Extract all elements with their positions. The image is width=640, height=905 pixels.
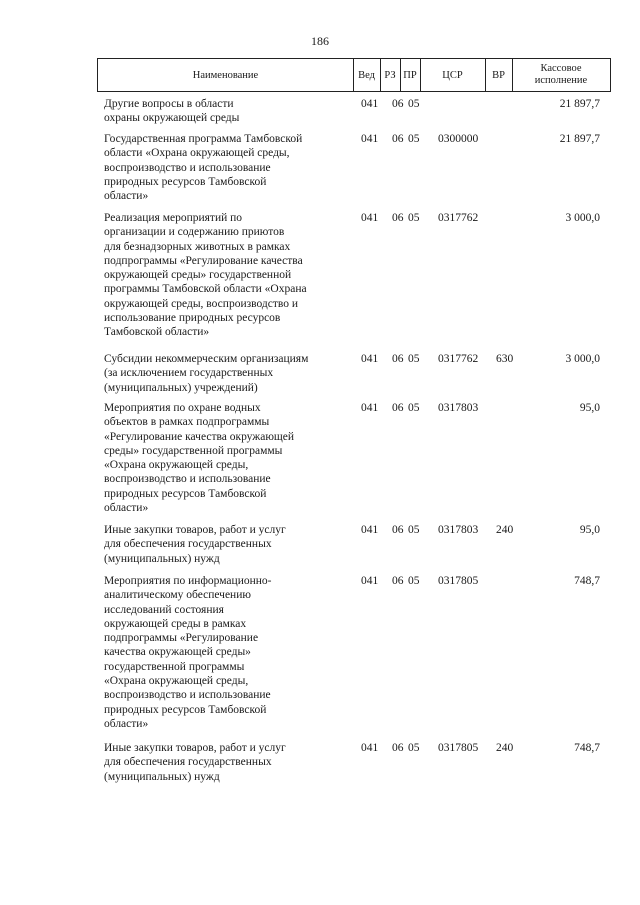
row-rz: 06 — [392, 98, 404, 110]
row-name-line: Мероприятия по информационно- — [104, 575, 272, 587]
row-name-line: охраны окружающей среды — [104, 112, 240, 125]
row-name-line: программы Тамбовской области «Охрана — [104, 283, 307, 296]
row-sum: 21 897,7 — [559, 98, 600, 110]
row-rz: 06 — [392, 524, 404, 536]
row-pr: 05 — [408, 524, 420, 536]
row-rz: 06 — [392, 742, 404, 754]
row-rz: 06 — [392, 353, 404, 365]
row-name-line: Другие вопросы в области — [104, 98, 234, 110]
row-name-line: области «Охрана окружающей среды, — [104, 147, 290, 160]
header-ved: Вед — [358, 69, 375, 81]
row-name-line: для обеспечения государственных — [104, 756, 272, 769]
row-name-line: области» — [104, 502, 149, 515]
row-name-line: природных ресурсов Тамбовской — [104, 175, 267, 188]
row-name-line: Тамбовской области» — [104, 326, 210, 339]
header-cash-execution — [512, 59, 610, 91]
row-name-line: окружающей среды, воспроизводство и — [104, 297, 299, 310]
row-name-line: Реализация мероприятий по — [104, 212, 243, 224]
row-name — [104, 352, 354, 395]
row-name-line: государственной программы — [104, 660, 245, 673]
row-name-line: подпрограммы «Регулирование качества — [104, 254, 303, 267]
row-name-line: объектов в рамках подпрограммы — [104, 416, 270, 429]
row-pr: 05 — [408, 212, 420, 224]
row-name-line: окружающей среды» государственной — [104, 269, 292, 282]
header-csr: ЦСР — [442, 69, 463, 81]
row-sum: 95,0 — [579, 402, 600, 414]
row-csr: 0317805 — [438, 742, 479, 754]
row-name-line: среды» государственной программы — [104, 444, 283, 457]
row-name-line: воспроизводство и использование — [104, 689, 271, 702]
row-name-line: Мероприятия по охране водных — [104, 402, 261, 414]
row-name-line: Государственная программа Тамбовской — [104, 133, 303, 145]
row-name-line: Субсидии некоммерческим организациям — [104, 353, 309, 365]
row-sum: 748,7 — [574, 742, 600, 754]
row-name-line: организации и содержанию приютов — [104, 226, 285, 239]
row-rz: 06 — [392, 212, 404, 224]
row-name-line: «Охрана окружающей среды, — [104, 675, 249, 688]
row-name — [104, 741, 354, 784]
row-pr: 05 — [408, 353, 420, 365]
header-pr: ПР — [403, 69, 417, 81]
row-vr: 240 — [496, 524, 514, 536]
row-rz: 06 — [392, 402, 404, 414]
row-csr: 0317762 — [438, 212, 479, 224]
row-sum: 21 897,7 — [559, 133, 600, 145]
row-rz: 06 — [392, 575, 404, 587]
row-pr: 05 — [408, 133, 420, 145]
row-sum: 3 000,0 — [565, 353, 600, 365]
table-header — [97, 58, 611, 92]
row-ved: 041 — [361, 98, 379, 110]
row-pr: 05 — [408, 742, 420, 754]
row-name-line: области» — [104, 190, 149, 203]
row-name-line: подпрограммы «Регулирование — [104, 632, 259, 645]
row-name-line: аналитическому обеспечению — [104, 589, 251, 602]
row-name-line: Иные закупки товаров, работ и услуг — [104, 524, 286, 536]
row-csr: 0317762 — [438, 353, 479, 365]
row-csr: 0317805 — [438, 575, 479, 587]
row-name-line: природных ресурсов Тамбовской — [104, 703, 267, 716]
header-cash-line2: исполнение — [534, 75, 588, 86]
header-name: Наименование — [192, 69, 259, 81]
row-csr: 0300000 — [438, 133, 479, 145]
row-pr: 05 — [408, 575, 420, 587]
row-name-line: (муниципальных) нужд — [104, 552, 220, 565]
row-name-line: (за исключением государственных — [104, 367, 274, 380]
page-number: 186 — [311, 34, 329, 48]
row-ved: 041 — [361, 742, 379, 754]
header-vr: ВР — [492, 69, 505, 81]
row-ved: 041 — [361, 212, 379, 224]
row-name — [104, 401, 354, 515]
row-rz: 06 — [392, 133, 404, 145]
row-name-line: воспроизводство и использование — [104, 473, 271, 486]
row-name-line: «Регулирование качества окружающей — [104, 430, 295, 443]
row-csr: 0317803 — [438, 524, 479, 536]
header-cash-line1: Кассовое — [540, 62, 582, 74]
row-name-line: исследований состояния — [104, 603, 224, 616]
row-name-line: для обеспечения государственных — [104, 538, 272, 551]
row-sum: 95,0 — [579, 524, 600, 536]
row-sum: 748,7 — [574, 575, 600, 587]
row-ved: 041 — [361, 575, 379, 587]
row-name-line: области» — [104, 717, 149, 730]
row-sum: 3 000,0 — [565, 212, 600, 224]
row-name-line: (муниципальных) нужд — [104, 770, 220, 783]
row-name-line: природных ресурсов Тамбовской — [104, 487, 267, 500]
row-pr: 05 — [408, 402, 420, 414]
row-name — [104, 211, 354, 340]
row-ved: 041 — [361, 402, 379, 414]
row-csr: 0317803 — [438, 402, 479, 414]
row-name-line: окружающей среды в рамках — [104, 617, 247, 630]
row-name — [104, 523, 354, 566]
row-name-line: для безнадзорных животных в рамках — [104, 240, 291, 253]
row-pr: 05 — [408, 98, 420, 110]
row-name-line: воспроизводство и использование — [104, 161, 271, 174]
row-vr: 240 — [496, 742, 514, 754]
row-name-line: «Охрана окружающей среды, — [104, 459, 249, 472]
row-name-line: (муниципальных) учреждений) — [104, 381, 258, 394]
row-ved: 041 — [361, 524, 379, 536]
row-name-line: качества окружающей среды» — [104, 646, 251, 659]
row-name — [104, 132, 354, 203]
row-name — [104, 574, 354, 731]
row-name-line: Иные закупки товаров, работ и услуг — [104, 742, 286, 754]
row-name-line: использование природных ресурсов — [104, 312, 281, 325]
row-name — [104, 97, 354, 126]
row-ved: 041 — [361, 133, 379, 145]
row-vr: 630 — [496, 353, 514, 365]
header-rz: РЗ — [384, 69, 396, 81]
row-ved: 041 — [361, 353, 379, 365]
